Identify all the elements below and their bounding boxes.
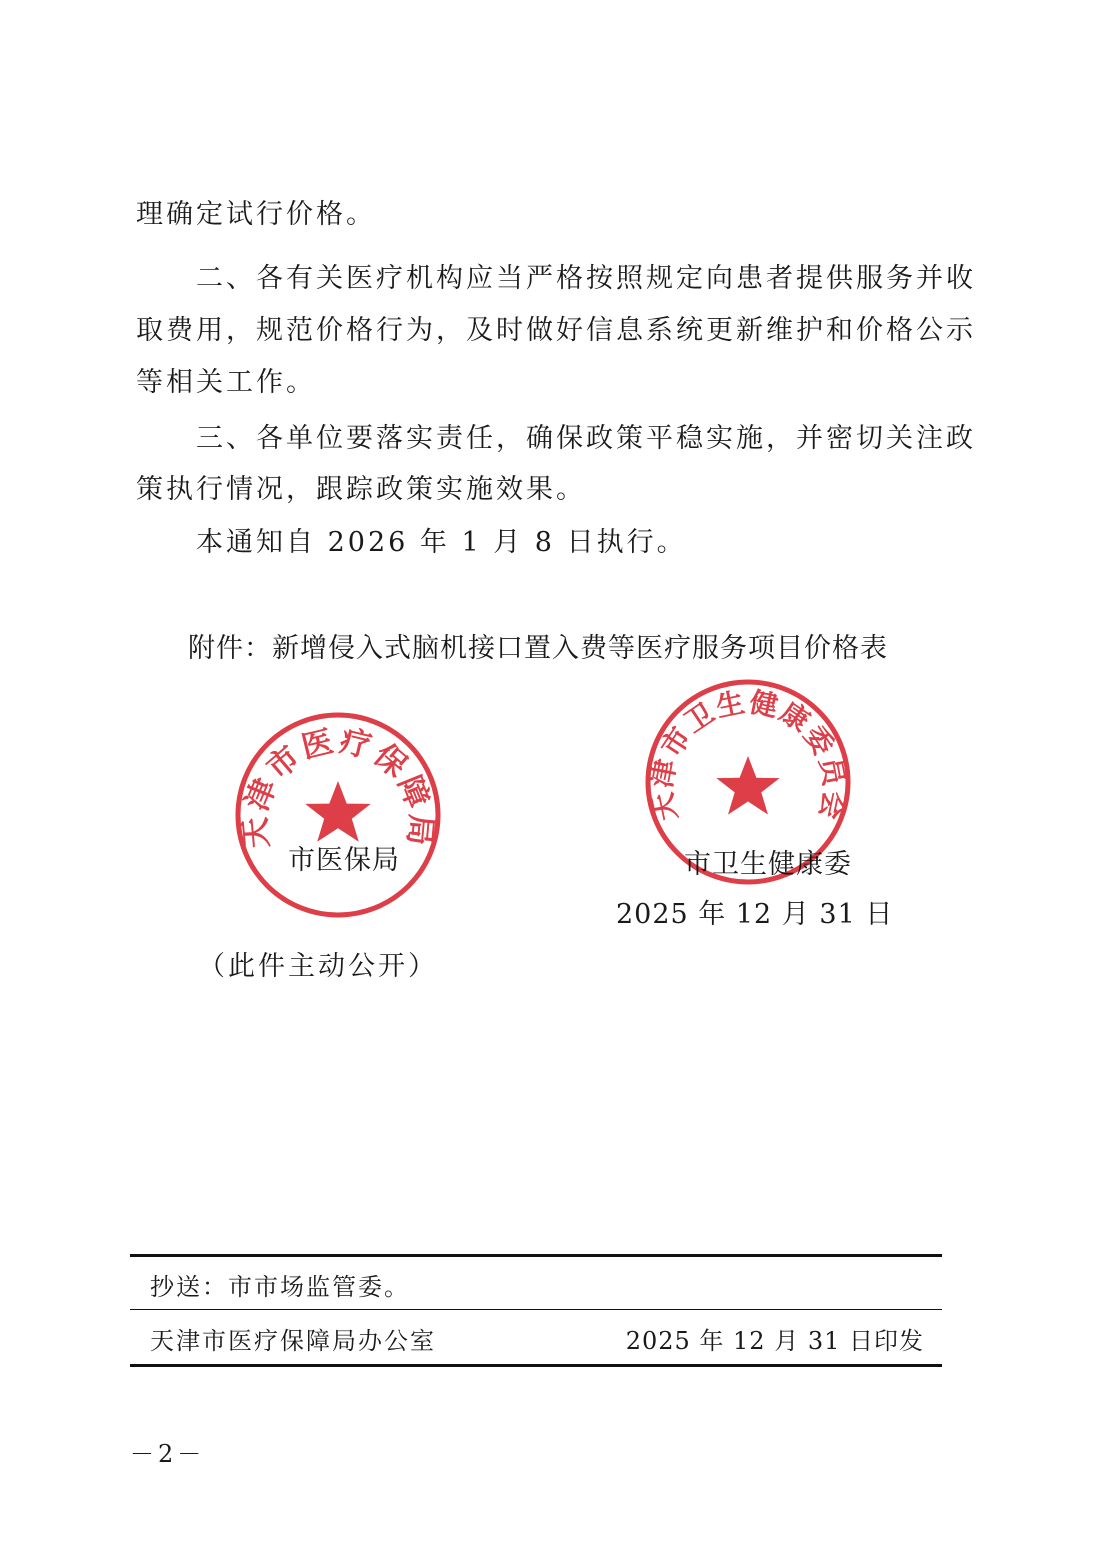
paragraph-line-5: 三、各单位要落实责任，确保政策平稳实施，并密切关注政: [136, 423, 976, 454]
paragraph-line-6: 策执行情况，跟踪政策实施效果。: [136, 474, 586, 505]
signer-left: 市医保局: [288, 845, 400, 876]
seal-left-star-icon: [305, 781, 371, 842]
paragraph-line-2: 二、各有关医疗机构应当严格按照规定向患者提供服务并收: [136, 263, 976, 294]
page-number: －2－: [130, 1440, 206, 1468]
seal-left: [232, 709, 444, 921]
cc-line: 抄送：市市场监管委。: [150, 1273, 410, 1301]
public-note: （此件主动公开）: [198, 951, 438, 982]
footer-bottom-rule: [130, 1364, 942, 1367]
footer-middle-rule: [130, 1309, 942, 1310]
effective-date-line: 本通知自 2026 年 1 月 8 日执行。: [136, 527, 687, 558]
print-date: 2025 年 12 月 31 日印发: [625, 1327, 924, 1355]
svg-text:天津市卫生健康委员会: 天津市卫生健康委员会: [644, 685, 852, 825]
paragraph-line-4: 等相关工作。: [136, 367, 316, 398]
seal-right: [642, 676, 854, 888]
signer-right: 市卫生健康委: [684, 849, 852, 880]
svg-text:天津市医疗保障局: 天津市医疗保障局: [236, 722, 440, 850]
seal-right-star-icon: [716, 756, 779, 815]
footer-top-rule: [130, 1254, 942, 1257]
attachment-line: 附件：新增侵入式脑机接口置入费等医疗服务项目价格表: [188, 633, 888, 664]
paragraph-line-3: 取费用，规范价格行为，及时做好信息系统更新维护和价格公示: [136, 315, 976, 346]
issuer: 天津市医疗保障局办公室: [150, 1327, 436, 1355]
sign-date: 2025 年 12 月 31 日: [616, 899, 894, 930]
paragraph-line-1: 理确定试行价格。: [136, 199, 376, 230]
